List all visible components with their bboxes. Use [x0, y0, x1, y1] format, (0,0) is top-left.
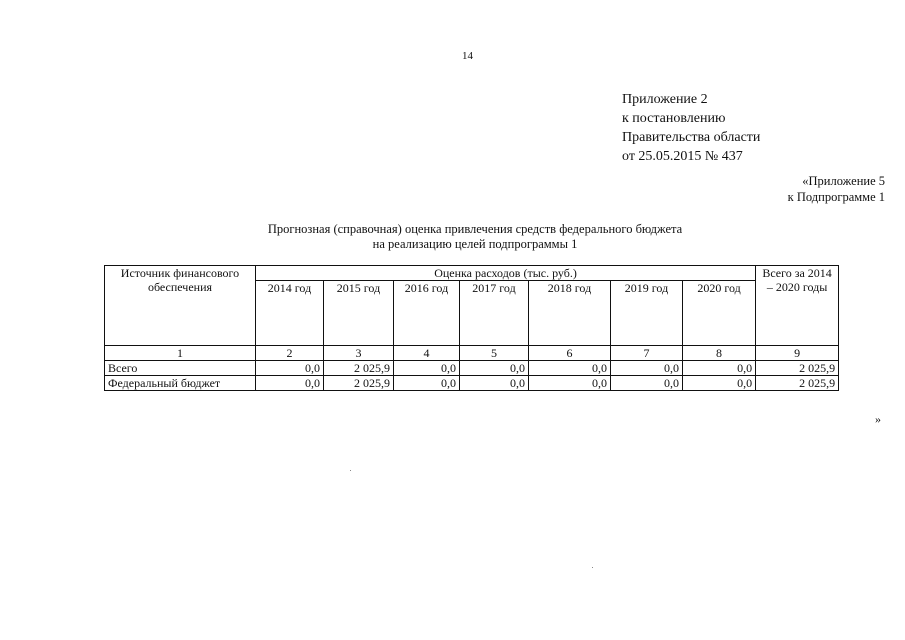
closing-quote: »	[875, 412, 881, 426]
row-label: Федеральный бюджет	[105, 376, 256, 391]
page-number: 14	[462, 50, 473, 62]
column-number: 8	[683, 346, 756, 361]
cell-value: 0,0	[394, 361, 460, 376]
cell-value: 0,0	[529, 376, 611, 391]
appendix-line-4: от 25.05.2015 № 437	[622, 149, 743, 164]
column-number: 7	[611, 346, 683, 361]
cell-value: 0,0	[256, 361, 324, 376]
document-title	[160, 222, 790, 252]
column-number: 5	[460, 346, 529, 361]
cell-value: 0,0	[683, 361, 756, 376]
header-total: Всего за 2014 – 2020 годы	[756, 266, 839, 346]
cell-value-total: 2 025,9	[756, 361, 839, 376]
document-title-line-1: Прогнозная (справочная) оценка привлечения средств федерального бюджета	[267, 222, 683, 236]
appendix-header	[622, 90, 760, 166]
scan-speck	[592, 567, 593, 568]
sub-appendix-header	[788, 173, 885, 205]
cell-value: 0,0	[683, 376, 756, 391]
column-number: 1	[105, 346, 256, 361]
header-year: 2018 год	[529, 281, 611, 346]
sub-appendix-line-1: «Приложение 5	[802, 174, 885, 188]
cell-value: 0,0	[529, 361, 611, 376]
cell-value: 2 025,9	[324, 361, 394, 376]
row-label: Всего	[105, 361, 256, 376]
table-row-federal	[105, 376, 839, 391]
cell-value: 0,0	[611, 376, 683, 391]
document-title-line-2: на реализацию целей подпрограммы 1	[372, 237, 578, 251]
header-source: Источник финансового обеспечения	[105, 266, 256, 346]
column-number: 4	[394, 346, 460, 361]
header-year: 2016 год	[394, 281, 460, 346]
budget-table	[104, 265, 839, 391]
cell-value: 0,0	[460, 361, 529, 376]
header-year: 2015 год	[324, 281, 394, 346]
header-expense-estimate: Оценка расходов (тыс. руб.)	[256, 266, 756, 281]
appendix-line-3: Правительства области	[622, 130, 761, 145]
column-number-row	[105, 346, 839, 361]
cell-value: 0,0	[460, 376, 529, 391]
appendix-line-2: к постановлению	[622, 111, 726, 126]
table-row-total	[105, 361, 839, 376]
header-year: 2019 год	[611, 281, 683, 346]
header-year: 2020 год	[683, 281, 756, 346]
column-number: 6	[529, 346, 611, 361]
cell-value: 0,0	[611, 361, 683, 376]
sub-appendix-line-2: к Подпрограмме 1	[787, 190, 885, 204]
header-year: 2014 год	[256, 281, 324, 346]
column-number: 2	[256, 346, 324, 361]
appendix-line-1: Приложение 2	[622, 92, 708, 107]
cell-value-total: 2 025,9	[756, 376, 839, 391]
header-year: 2017 год	[460, 281, 529, 346]
column-number: 3	[324, 346, 394, 361]
column-number: 9	[756, 346, 839, 361]
cell-value: 2 025,9	[324, 376, 394, 391]
cell-value: 0,0	[256, 376, 324, 391]
scan-speck	[350, 470, 351, 471]
cell-value: 0,0	[394, 376, 460, 391]
